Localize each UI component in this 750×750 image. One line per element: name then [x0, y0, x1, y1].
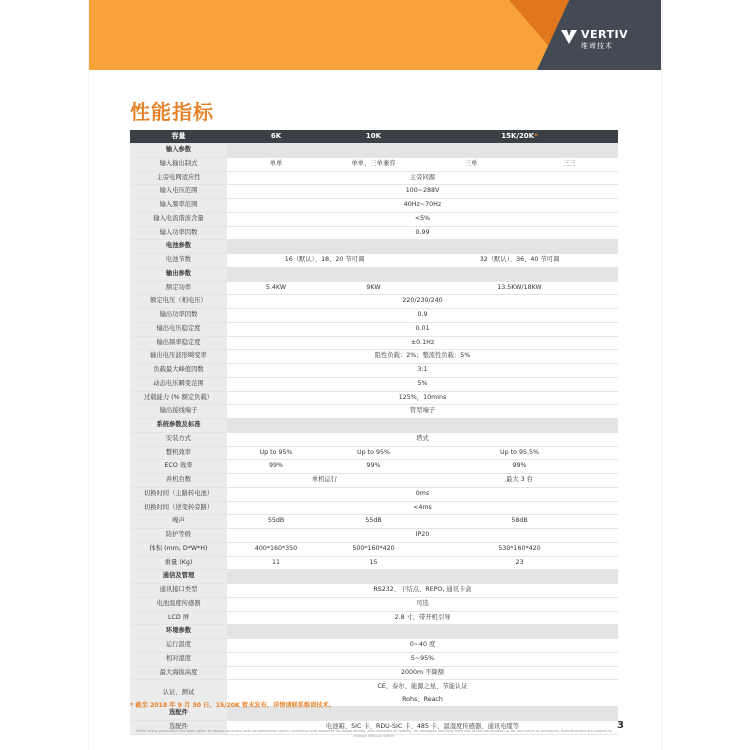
document-page	[89, 0, 661, 750]
row-label: 电池参数	[130, 240, 227, 253]
table-cell: 电池箱、SIC 卡、RDU-SIC 卡、485 卡、温湿度传感器、通讯电缆等	[325, 723, 520, 730]
table-row	[130, 350, 618, 364]
table-cell: 9KW	[366, 283, 381, 291]
page-number: 3	[617, 720, 624, 731]
table-cell: RS232、干结点、REPO, 通讯卡盒	[373, 586, 472, 593]
row-label: 主旁电网适应性	[130, 172, 227, 185]
disclaimer: While every precaution has been taken to ensure accuracy and completeness herein, (business unit) assumes no responsibility, and disclaims all liability, for damages resulting from use of this information or for any errors or omissions. Specifications are subject to change without notice.	[136, 729, 612, 738]
table-cell: IP20	[415, 531, 430, 538]
table-cell: 0.9	[417, 311, 428, 318]
table-cell: 0~40 度	[409, 641, 436, 648]
table-cell: 0ms	[415, 489, 430, 497]
table-cell: 99%	[366, 462, 381, 470]
brand-name: VERTIV	[581, 28, 629, 41]
table-row	[130, 584, 618, 598]
table-cell: 阻性负载：2%；整流性负载：5%	[374, 352, 471, 360]
table-cell: CE、泰尔、能源之星、节能认证 Rohs、Reach	[377, 683, 468, 704]
table-row	[130, 639, 618, 653]
table-row	[130, 199, 618, 213]
table-cell: 2000m 不降额	[400, 668, 445, 676]
table-cell: ±0.1Hz	[410, 338, 435, 346]
row-label: 输出频率稳定度	[130, 337, 227, 350]
table-cell: 55dB	[267, 517, 285, 525]
row-label: 输出参数	[130, 268, 227, 281]
table-row	[130, 282, 618, 296]
row-label: 电池节数	[130, 254, 227, 267]
row-label: ECO 效率	[130, 460, 227, 473]
table-cell: 三单	[464, 159, 478, 167]
row-label: 环境参数	[130, 625, 227, 638]
table-row	[130, 653, 618, 667]
vertiv-logo-icon	[561, 30, 577, 44]
row-label: 输入参数	[130, 144, 227, 157]
table-cell: 500*160*420	[352, 544, 395, 552]
row-label: 认证、测试	[130, 680, 227, 706]
row-label: 输出电压波形畸变率	[130, 350, 227, 363]
table-row	[130, 598, 618, 612]
row-label: 通讯接口类型	[130, 584, 227, 597]
row-label: 输入电压范围	[130, 185, 227, 198]
row-label: 重量 (Kg)	[130, 557, 227, 570]
table-cell: 100~288V	[405, 187, 440, 195]
table-row	[130, 213, 618, 227]
row-label: 输入功率因数	[130, 227, 227, 240]
table-cell: 单单、三单兼容	[351, 159, 396, 167]
row-label: 切换时间（逆变转旁路）	[130, 502, 227, 515]
table-row	[130, 295, 618, 309]
table-cell: Up to 95%	[357, 448, 390, 456]
row-label: 系统参数及标准	[130, 419, 227, 432]
table-row	[130, 502, 618, 516]
row-label: 选配件	[130, 707, 227, 720]
row-label: 噪声	[130, 515, 227, 528]
table-cell: 16（默认）、18、20 节可调	[284, 256, 365, 263]
table-row	[130, 460, 618, 474]
table-cell: Up to 95%	[259, 448, 293, 456]
table-cell: 40Hz~70Hz	[403, 201, 442, 208]
section-env	[130, 625, 618, 639]
table-row	[130, 488, 618, 502]
row-label: 通信及管理	[130, 570, 227, 583]
table-row	[130, 378, 618, 392]
table-row	[130, 447, 618, 461]
table-row	[130, 227, 618, 241]
table-cell: 58dB	[511, 517, 528, 525]
table-row	[130, 474, 618, 488]
table-cell: 5~95%	[410, 654, 435, 662]
row-label: 最大海拔高度	[130, 667, 227, 680]
table-cell: 0.01	[415, 324, 430, 332]
table-row	[130, 529, 618, 543]
table-row	[130, 612, 618, 626]
row-label: 防护等级	[130, 529, 227, 542]
spec-table	[130, 130, 618, 735]
table-row	[130, 557, 618, 571]
row-label: 输出电压稳定度	[130, 323, 227, 336]
section-battery	[130, 240, 618, 254]
row-label: 额定电压（相电压）	[130, 295, 227, 308]
table-cell: 5%	[417, 379, 428, 387]
table-row	[130, 254, 618, 268]
table-cell: Up to 95.5%	[500, 448, 539, 456]
header-capacity: 容量	[130, 130, 227, 143]
table-cell: <4ms	[413, 503, 432, 511]
table-cell: 99%	[512, 462, 527, 470]
table-cell: 单单	[269, 159, 283, 167]
table-cell: 220/230/240	[402, 297, 443, 305]
row-label: 过载能力 (% 额定负载）	[130, 392, 227, 405]
table-cell: 塔式	[416, 434, 429, 442]
table-cell: 5.4KW	[265, 283, 287, 291]
row-label: 体积 (mm, D*W*H)	[130, 543, 227, 556]
table-cell: 125%，10mins	[398, 393, 447, 401]
table-cell: 400*160*350	[254, 544, 298, 552]
row-label: 动态电压瞬变范围	[130, 378, 227, 391]
table-cell: 55dB	[365, 517, 382, 525]
table-row	[130, 392, 618, 406]
table-cell: 最大 3 台	[506, 476, 533, 483]
header-15k-20k: 15K/20K*	[501, 132, 538, 140]
table-row	[130, 405, 618, 419]
table-row	[130, 172, 618, 186]
row-label: 切换时间（主路转电池）	[130, 488, 227, 501]
section-output	[130, 268, 618, 282]
table-cell: 13.5KW/18KW	[497, 283, 542, 291]
table-row	[130, 337, 618, 351]
table-row	[130, 667, 618, 681]
footnote: * 截至 2018 年 9 月 30 日，15/20K 暂未发布，详情请联系维谛技术。	[130, 702, 335, 709]
row-label: 输入输出制式	[130, 158, 227, 171]
row-label: 并机台数	[130, 474, 227, 487]
row-label: 运行温度	[130, 639, 227, 652]
table-row	[130, 543, 618, 557]
table-cell: 99%	[269, 462, 283, 470]
header-10k: 10K	[365, 132, 382, 140]
row-label: 安装方式	[130, 433, 227, 446]
header-6k: 6K	[270, 132, 282, 140]
row-label: 整机效率	[130, 447, 227, 460]
section-options	[130, 707, 618, 721]
table-row	[130, 515, 618, 529]
row-label: LCD 屏	[130, 612, 227, 625]
table-row	[130, 364, 618, 378]
table-cell: 11	[271, 558, 280, 566]
row-label: 负载最大峰值因数	[130, 364, 227, 377]
table-cell: 0.99	[415, 228, 430, 236]
table-cell: 三三	[562, 159, 576, 167]
section-system	[130, 419, 618, 433]
table-cell: 23	[515, 558, 524, 566]
row-label: 输入电流谐波含量	[130, 213, 227, 226]
row-label: 额定功率	[130, 282, 227, 295]
row-label: 选配件	[130, 721, 227, 734]
row-label: 输出接线端子	[130, 405, 227, 418]
row-label: 相对湿度	[130, 653, 227, 666]
section-input	[130, 144, 618, 158]
header-banner	[89, 0, 661, 70]
table-cell: 单机运行	[311, 476, 338, 483]
table-cell: 2.8 寸，带开机引导	[394, 613, 451, 621]
table-cell: 15	[369, 558, 378, 566]
table-row	[130, 433, 618, 447]
table-cell: <5%	[414, 214, 431, 222]
table-cell: 管型端子	[409, 407, 436, 415]
table-cell: 可选	[416, 599, 429, 607]
table-row	[130, 309, 618, 323]
brand-subtitle: 维谛技术	[581, 42, 613, 50]
page-title: 性能指标	[130, 100, 214, 124]
table-cell: 3:1	[417, 366, 428, 373]
table-cell: 530*160*420	[498, 544, 541, 552]
table-row	[130, 323, 618, 337]
table-cell: 主旁同源	[409, 173, 436, 181]
table-header	[130, 130, 618, 144]
table-row	[130, 185, 618, 199]
table-cell: 32（默认）、36、40 节可调	[479, 256, 560, 263]
table-row	[130, 158, 618, 172]
row-label: 输出功率因数	[130, 309, 227, 322]
row-label: 电池温度传感器	[130, 598, 227, 611]
section-comm	[130, 570, 618, 584]
row-label: 输入频率范围	[130, 199, 227, 212]
